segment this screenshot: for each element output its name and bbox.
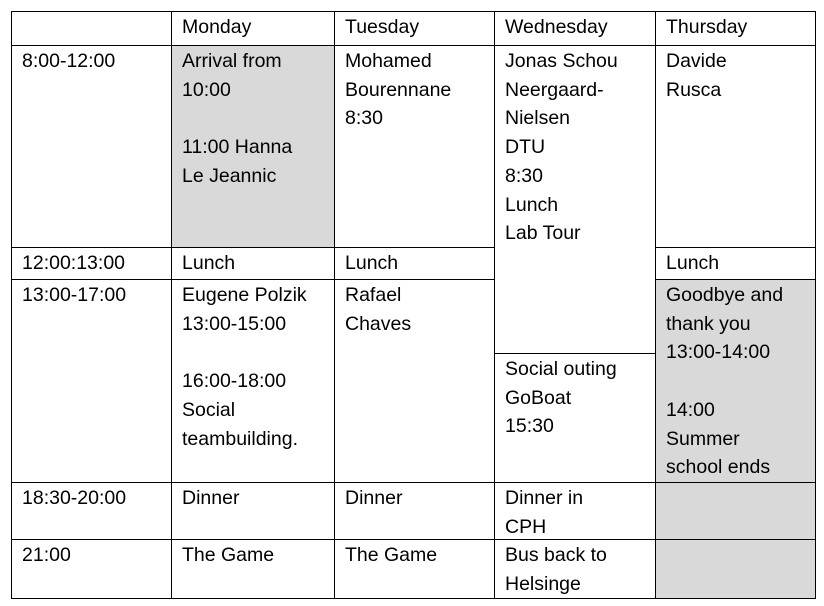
cell-text-line: Lunch [345, 252, 399, 274]
cell-text-line: teambuilding. [182, 427, 298, 450]
header-monday [171, 11, 335, 46]
tuesday-morning-cell [334, 45, 495, 248]
tuesday-night-cell [334, 539, 495, 599]
cell-text-line: The Game [182, 544, 275, 566]
cell-text-line: Summer [666, 427, 740, 450]
tuesday-dinner-cell [334, 482, 495, 540]
cell-text-line: 13:00-15:00 [182, 312, 287, 335]
cell-text-line: Jonas Schou [505, 50, 618, 72]
time-cell-afternoon [11, 279, 172, 483]
monday-lunch-cell [171, 247, 335, 280]
cell-text-line: Social [182, 398, 236, 421]
header-wednesday [494, 11, 656, 46]
cell-text-line: 8:30 [505, 164, 543, 187]
cell-text-line: Eugene Polzik [182, 284, 307, 306]
cell-text-line: Mohamed [345, 50, 432, 72]
cell-text-line: Lab Tour [505, 222, 581, 245]
cell-text-line: Dinner [182, 487, 240, 509]
cell-text-line: The Game [345, 544, 438, 566]
cell-text-line: Nielsen [505, 107, 571, 130]
cell-text-line: Dinner in [505, 487, 584, 509]
time-label: 8:00-12:00 [22, 50, 116, 72]
cell-text-line: Social outing [505, 358, 617, 380]
cell-text-line [666, 367, 805, 396]
cell-text-line: Le Jeannic [182, 164, 277, 187]
wednesday-night-cell [494, 539, 656, 599]
header-tuesday [334, 11, 495, 46]
cell-text-line: Davide [666, 50, 727, 72]
cell-text-line: 13:00-14:00 [666, 341, 771, 364]
cell-text-line: Dinner [345, 487, 403, 509]
cell-text-line: Bus back to [505, 544, 607, 566]
cell-text-line: CPH [505, 515, 547, 538]
thursday-afternoon-cell [655, 279, 816, 483]
time-label: 18:30-20:00 [22, 487, 127, 509]
time-cell-morning [11, 45, 172, 248]
time-label: 21:00 [22, 544, 71, 566]
cell-text-line: Goodbye and [666, 284, 784, 306]
cell-text-line: 8:30 [345, 107, 383, 130]
monday-night-cell [171, 539, 335, 599]
wednesday-dinner-cell [494, 482, 656, 540]
cell-text-line: thank you [666, 312, 751, 335]
header-corner-cell [11, 11, 172, 46]
thursday-night-cell [655, 539, 816, 599]
thursday-lunch-cell [655, 247, 816, 280]
header-wednesday-label: Wednesday [505, 16, 608, 38]
cell-text-line: Lunch [182, 252, 236, 274]
wednesday-morning-cell [494, 45, 656, 354]
time-cell-night [11, 539, 172, 599]
cell-text-line: Rafael [345, 284, 402, 306]
cell-text-line: Rusca [666, 78, 722, 101]
thursday-morning-cell [655, 45, 816, 248]
cell-text-line: 14:00 [666, 398, 715, 421]
cell-text-line: Arrival from [182, 50, 282, 72]
cell-text-line: Bourennane [345, 78, 452, 101]
thursday-dinner-cell [655, 482, 816, 540]
header-thursday-label: Thursday [666, 16, 748, 38]
header-monday-label: Monday [182, 16, 252, 38]
cell-text-line: DTU [505, 136, 546, 159]
header-tuesday-label: Tuesday [345, 16, 420, 38]
tuesday-lunch-cell [334, 247, 495, 280]
cell-text-line: Neergaard- [505, 78, 604, 101]
monday-morning-cell [171, 45, 335, 248]
cell-text-line: school ends [666, 456, 771, 479]
cell-text-line [182, 338, 324, 367]
time-cell-lunch [11, 247, 172, 280]
header-thursday [655, 11, 816, 46]
cell-text-line: 11:00 Hanna [182, 136, 293, 159]
cell-text-line: Lunch [666, 252, 720, 274]
cell-text-line: Lunch [505, 193, 559, 216]
monday-dinner-cell [171, 482, 335, 540]
time-label: 13:00-17:00 [22, 284, 127, 306]
header-corner-text [22, 13, 161, 42]
wednesday-afternoon-cell [494, 353, 656, 483]
cell-text-line: Helsinge [505, 572, 581, 595]
monday-afternoon-cell [171, 279, 335, 483]
cell-text-line: 16:00-18:00 [182, 370, 287, 393]
cell-text-line [182, 104, 324, 133]
cell-text-line: Chaves [345, 312, 412, 335]
cell-text-line: 15:30 [505, 415, 554, 438]
cell-text-line: 10:00 [182, 78, 231, 101]
cell-text-line: GoBoat [505, 386, 572, 409]
time-cell-dinner [11, 482, 172, 540]
time-label: 12:00:13:00 [22, 252, 126, 274]
tuesday-afternoon-cell [334, 279, 495, 483]
